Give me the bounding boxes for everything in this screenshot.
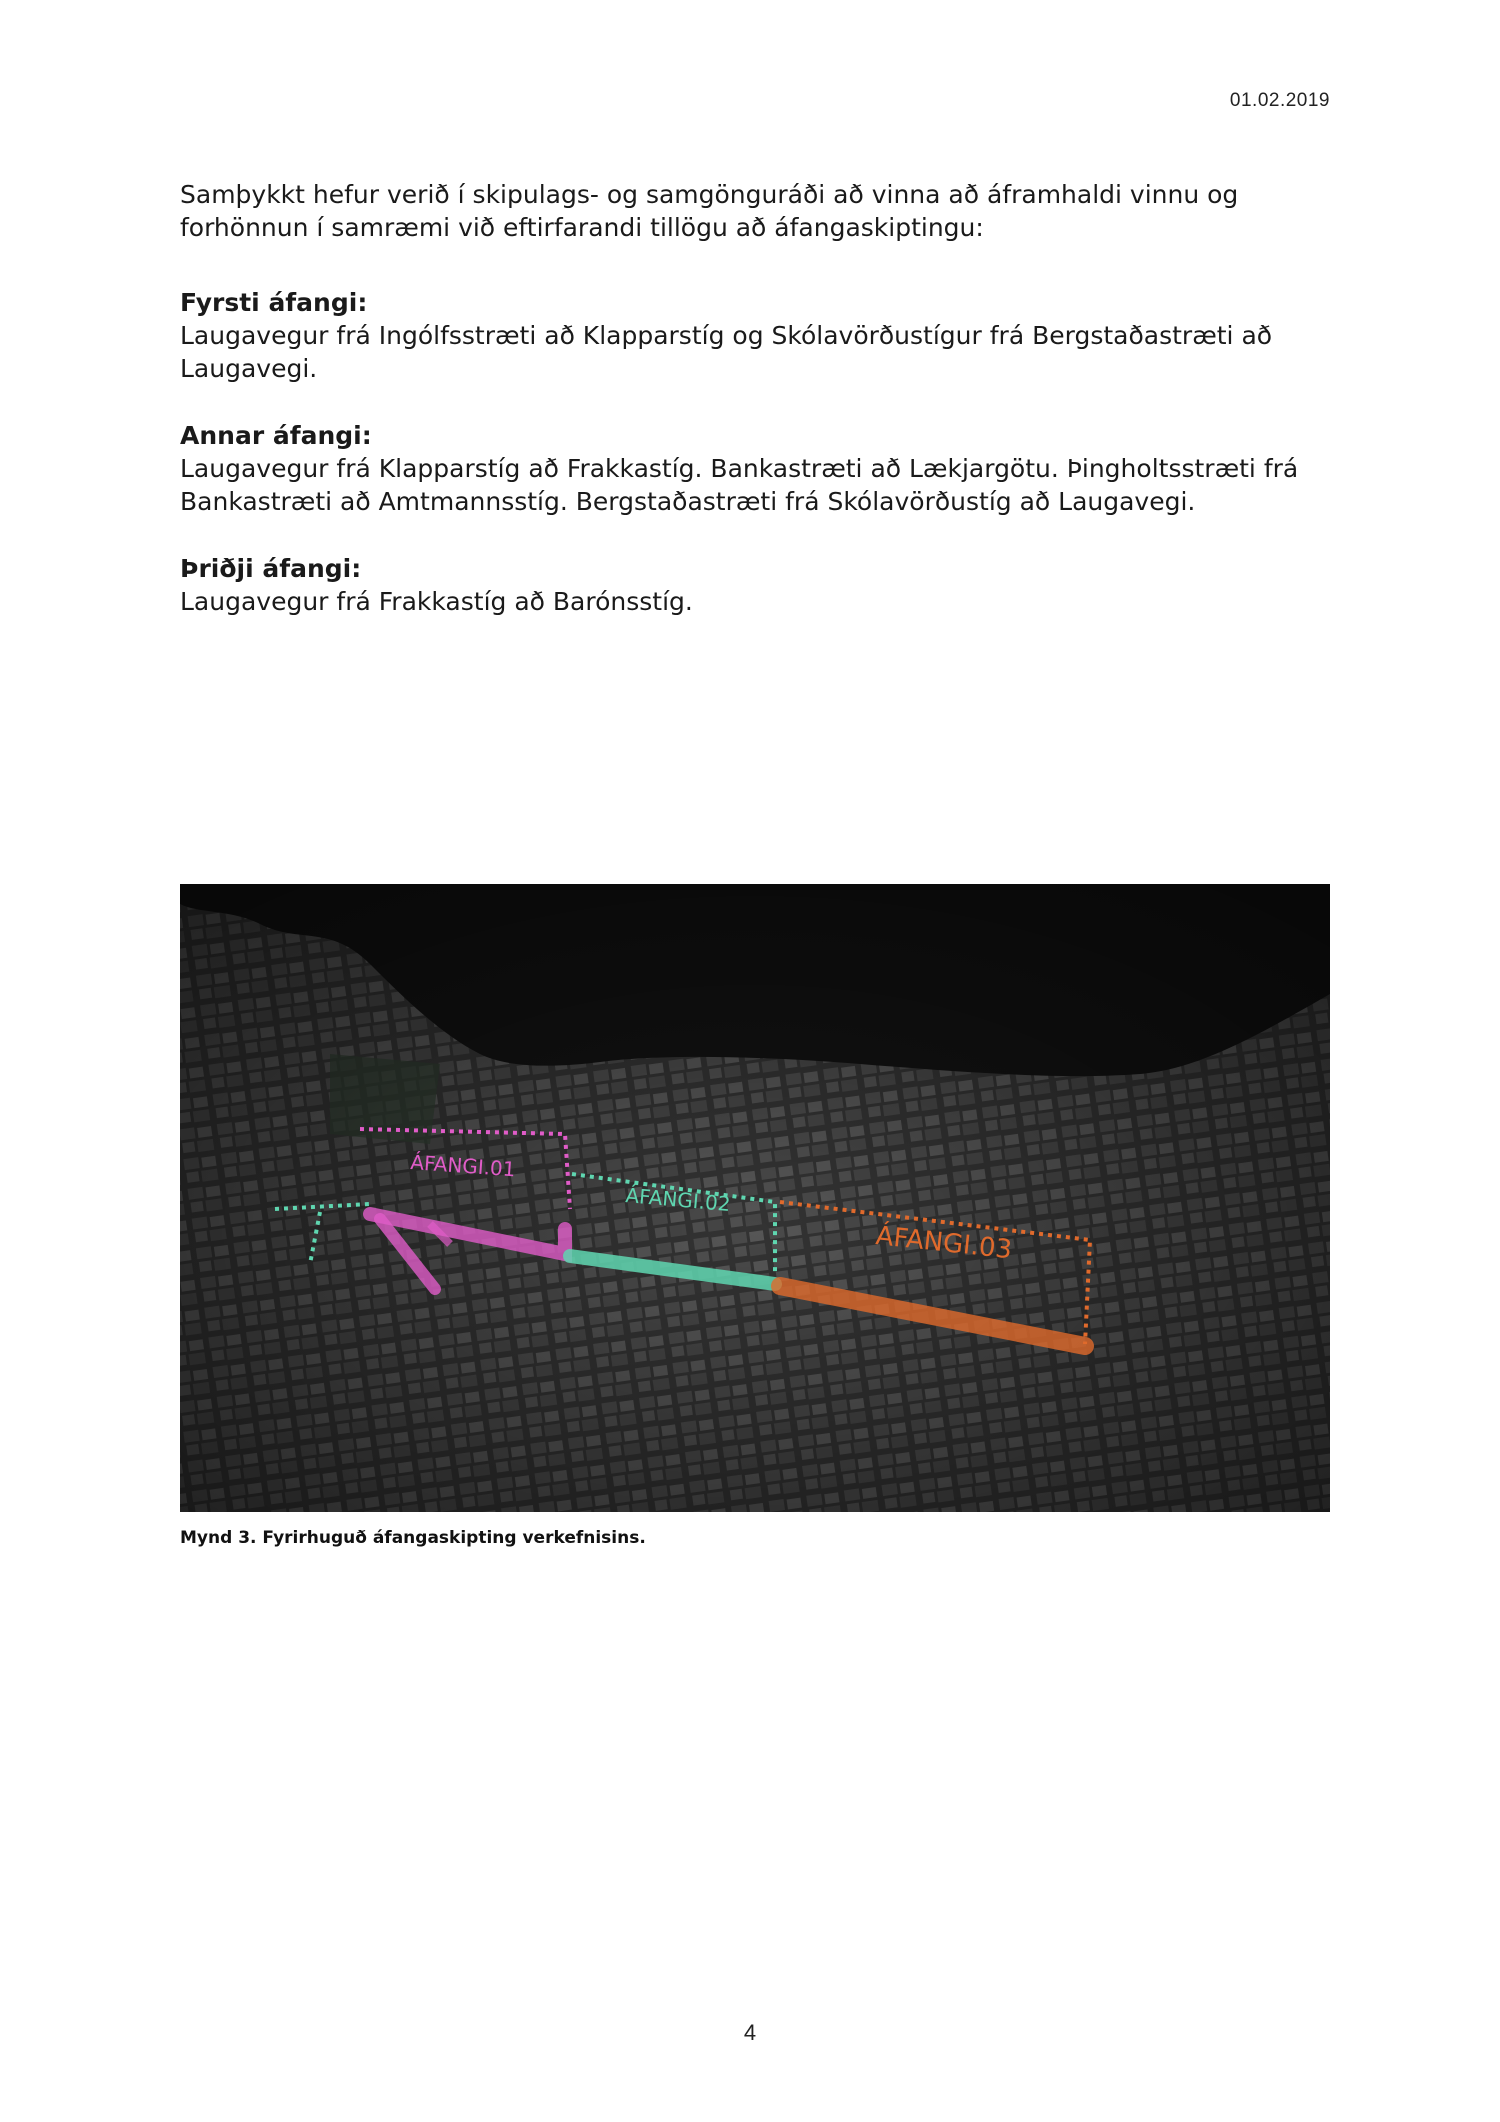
aerial-map-image: [180, 884, 1330, 1512]
phase-2-label: ÁFANGI.02: [624, 1183, 732, 1217]
intro-paragraph: Samþykkt hefur verið í skipulags- og samgönguráði að vinna að áframhaldi vinnu og forhönnun í samræmi við eftirfarandi tillögu að áfangaskiptingu:: [180, 180, 1239, 242]
phase-1-label: ÁFANGI.01: [409, 1150, 517, 1182]
phase-1: [180, 286, 1330, 385]
phase-2: [180, 419, 1330, 518]
figure-caption: Mynd 3. Fyrirhuguð áfangaskipting verkefnisins.: [180, 1528, 646, 1548]
document-body: [180, 178, 1330, 652]
phasing-map-figure: [180, 884, 1330, 1512]
phase-3-title: Þriðji áfangi:: [180, 554, 362, 583]
phase-3: [180, 552, 1330, 618]
document-date: 01.02.2019: [1229, 90, 1330, 111]
phase-2-title: Annar áfangi:: [180, 421, 372, 450]
page-number: 4: [743, 2020, 757, 2045]
phase-2-text: Laugavegur frá Klapparstíg að Frakkastíg. Bankastræti að Lækjargötu. Þingholtsstræti frá Bankastræti að Amtmannsstíg. Bergstaðastræti frá Skólavörðustíg að Laugavegi.: [180, 454, 1299, 516]
phase-3-text: Laugavegur frá Frakkastíg að Barónsstíg.: [180, 587, 693, 616]
phase-3-label: ÁFANGI.03: [874, 1221, 1014, 1266]
phase-1-title: Fyrsti áfangi:: [180, 288, 368, 317]
phase-1-text: Laugavegur frá Ingólfsstræti að Klapparstíg og Skólavörðustígur frá Bergstaðastræti að Laugavegi.: [180, 321, 1273, 383]
